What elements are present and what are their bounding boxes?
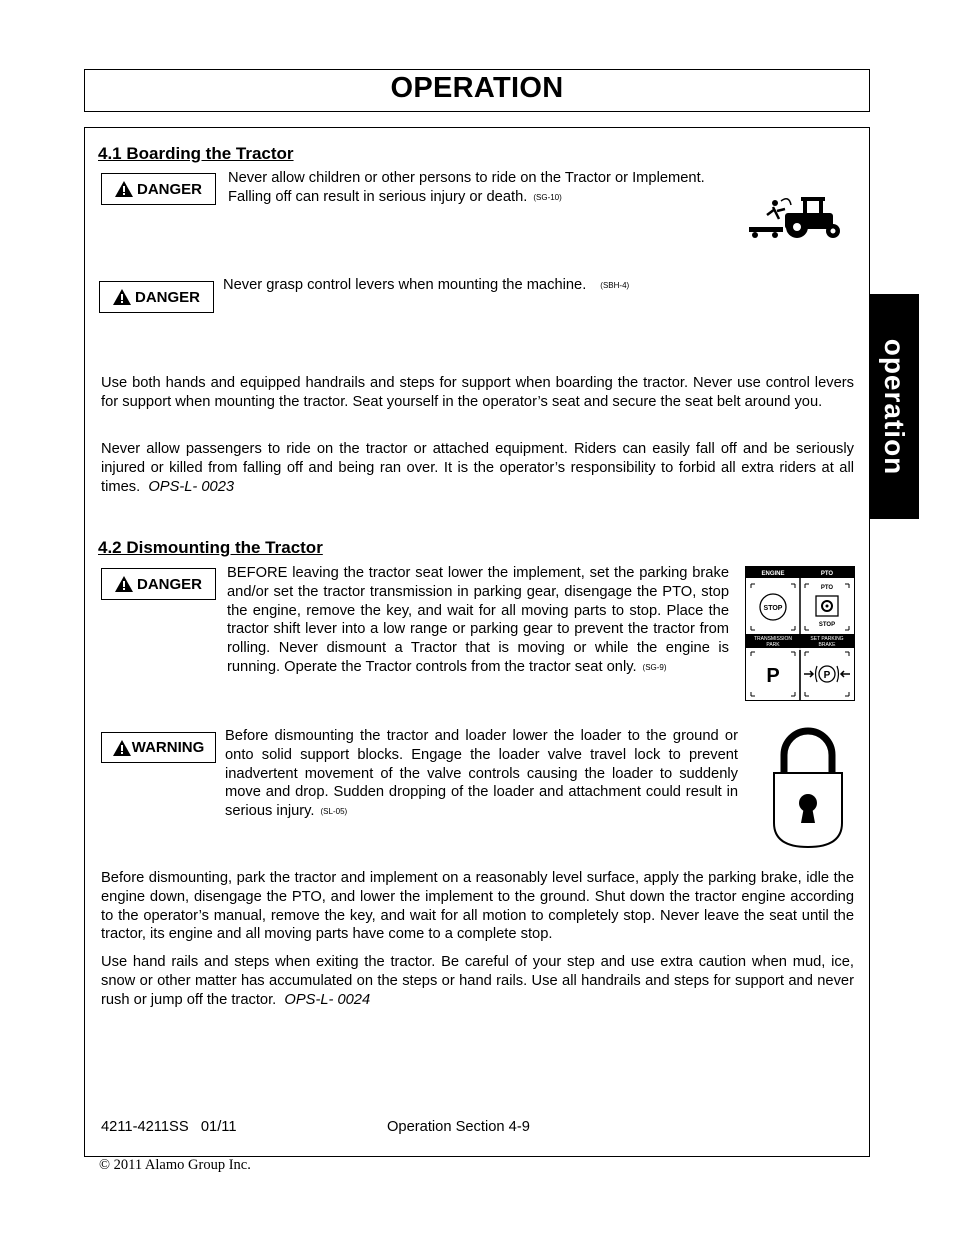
warning-message-loader [225,727,738,822]
safety-code: (SG-9) [642,662,667,672]
safety-code: (SG-10) [533,192,562,202]
danger-label [99,281,214,313]
danger-message-text: Never grasp control levers when mounting the machine. [223,277,587,293]
warning-label-text: WARNING [131,739,205,756]
warning-label [101,732,216,763]
section-heading-boarding: 4.1 Boarding the Tractor [98,144,294,163]
danger-message-text: BEFORE leaving the tractor seat lower the implement, set the parking brake and/or set the tractor transmission in parking gear, disengage the PTO, stop the engine, remove the key, and wait for all moving parts to stop. Place the tractor shift lever into a low range or parking gear to prevent the tractor from rolling. Never dismount a Tractor that is moving or while the engine is running. Operate the Tractor controls from the tractor seat only. [227,565,729,675]
side-tab [869,294,919,519]
boarding-paragraph-1: Use both hands and equipped handrails and steps for support when boarding the tractor. Never use control levers for support when mounting the tractor. Seat yourself in the operator’s seat and secure the seat belt around you. [101,375,854,410]
warning-triangle-icon [115,576,133,592]
danger-message-riders [228,169,738,208]
paragraph-text: Use hand rails and steps when exiting the tractor. Be careful of your step and use extra caution when mud, ice, snow or other matter has accumulated on the steps or hand rails. Use all handrails and steps for support and never rush or jump off the tractor. [101,954,854,1008]
warning-triangle-icon [113,740,131,756]
warning-triangle-icon [115,181,133,197]
park-label: PARK [766,642,780,648]
danger-message-text: Never allow children or other persons to ride on the Tractor or Implement. Falling off can result in serious injury or death. [228,170,705,205]
engine-stop-label: STOP [763,605,783,612]
pto-label: PTO [820,571,834,577]
set-parking-label: SET PARKING [810,636,844,642]
danger-label-text: DANGER [136,575,202,593]
safety-code: (SL-05) [320,807,348,817]
side-tab-label: operation [879,338,910,475]
section-heading-dismounting: 4.2 Dismounting the Tractor [98,538,323,557]
tractor-rider-icon [745,193,845,243]
dismounting-paragraph-1: Before dismounting, park the tractor and implement on a reasonably level surface, apply the parking brake, idle the engine down, disengage the PTO, and lower the implement to the ground. Shut down the tractor engine according to the operator’s manual, remove the key, and wait for all motion to completely stop. Never leave the seat until the tractor, its engine and all moving parts have come to a complete stop. [101,870,854,943]
engine-label: ENGINE [761,571,785,577]
ops-code: OPS-L- 0024 [284,991,371,1008]
pto-inner-label: PTO [820,585,834,591]
transmission-label: TRANSMISSION [753,636,793,642]
brake-label: BRAKE [818,642,836,648]
footer-copyright: © 2011 Alamo Group Inc. [99,1157,251,1173]
park-symbol: P [766,665,780,687]
warning-message-text: Before dismounting the tractor and loader lower the loader to the ground or onto solid support blocks. Engage the loader valve travel lock to prevent inadvertent movement of the valve controls causing the loader to suddenly move and drop. Sudden dropping of the loader and attachment could result in serious injury. [225,728,738,820]
danger-message-levers [223,276,743,296]
pto-stop-label: STOP [818,622,836,628]
danger-message-leaving-seat [227,564,729,678]
dismounting-paragraph-2 [101,953,854,1009]
tractor-controls-diagram [745,566,855,701]
danger-label-text: DANGER [134,288,200,306]
footer-page-number: Operation Section 4-9 [387,1119,530,1135]
safety-code: (SBH-4) [600,281,630,290]
warning-triangle-icon [113,289,131,305]
danger-label [101,173,216,205]
page-title: OPERATION [390,72,564,104]
danger-label-text: DANGER [136,180,202,198]
footer-model: 4211-4211SS 01/11 [101,1119,237,1135]
paragraph-text: Never allow passengers to ride on the tractor or attached equipment. Riders can easily fall off and be seriously injured or killed from falling off and being ran over. It is the operator’s responsibility to forbid all extra riders at all times. [101,441,854,495]
danger-label [101,568,216,600]
boarding-paragraph-2 [101,440,854,496]
padlock-icon [770,725,846,851]
ops-code: OPS-L- 0023 [148,478,235,495]
brake-symbol: P [823,670,831,681]
